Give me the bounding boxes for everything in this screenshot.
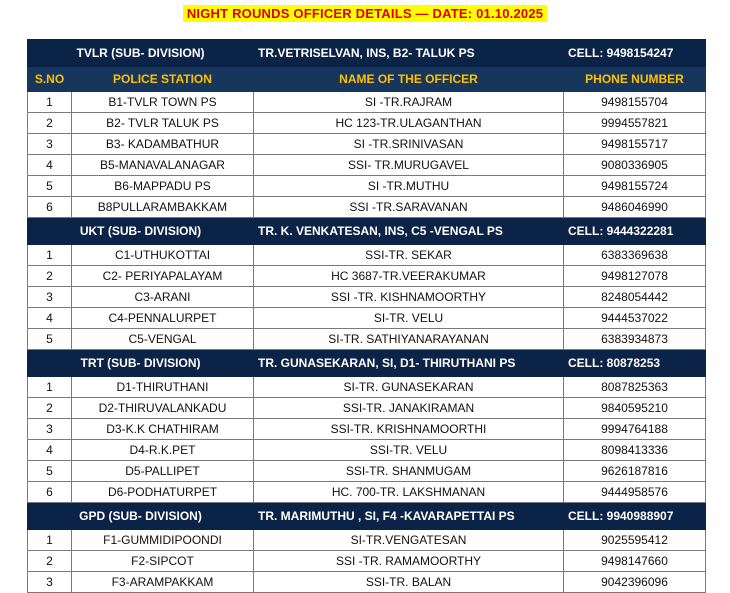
officer-name: SSI -TR. KISHNAMOORTHY bbox=[254, 287, 564, 308]
subdivision-name: GPD (SUB- DIVISION) bbox=[28, 503, 254, 530]
table-row bbox=[28, 572, 706, 593]
police-station: C3-ARANI bbox=[72, 287, 254, 308]
serial-number: 1 bbox=[28, 530, 72, 551]
serial-number: 5 bbox=[28, 329, 72, 350]
page-title: NIGHT ROUNDS OFFICER DETAILS — DATE: 01.10.2025 bbox=[183, 5, 547, 22]
phone-number: 9994557821 bbox=[564, 113, 706, 134]
police-station: F2-SIPCOT bbox=[72, 551, 254, 572]
phone-number: 9626187816 bbox=[564, 461, 706, 482]
officer-name: HC 123-TR.ULAGANTHAN bbox=[254, 113, 564, 134]
table-row bbox=[28, 482, 706, 503]
police-station: C1-UTHUKOTTAI bbox=[72, 245, 254, 266]
police-station: B1-TVLR TOWN PS bbox=[72, 92, 254, 113]
officer-name: SI-TR. SATHIYANARAYANAN bbox=[254, 329, 564, 350]
serial-number: 3 bbox=[28, 287, 72, 308]
serial-number: 2 bbox=[28, 551, 72, 572]
police-station: C4-PENNALURPET bbox=[72, 308, 254, 329]
officer-table bbox=[27, 39, 706, 593]
phone-number: 9994764188 bbox=[564, 419, 706, 440]
serial-number: 6 bbox=[28, 482, 72, 503]
serial-number: 3 bbox=[28, 572, 72, 593]
subdivision-cell: CELL: 9444322281 bbox=[564, 218, 706, 245]
serial-number: 3 bbox=[28, 134, 72, 155]
phone-number: 9498155717 bbox=[564, 134, 706, 155]
subdivision-name: UKT (SUB- DIVISION) bbox=[28, 218, 254, 245]
subdivision-officer: TR. MARIMUTHU , SI, F4 -KAVARAPETTAI PS bbox=[254, 503, 564, 530]
subdivision-name: TVLR (SUB- DIVISION) bbox=[28, 40, 254, 67]
subdivision-header-row bbox=[28, 503, 706, 530]
serial-number: 2 bbox=[28, 398, 72, 419]
table-row bbox=[28, 155, 706, 176]
officer-table-body bbox=[28, 40, 706, 593]
subdivision-officer: TR. GUNASEKARAN, SI, D1- THIRUTHANI PS bbox=[254, 350, 564, 377]
subdivision-cell: CELL: 9498154247 bbox=[564, 40, 706, 67]
table-row bbox=[28, 398, 706, 419]
serial-number: 5 bbox=[28, 461, 72, 482]
table-row bbox=[28, 419, 706, 440]
serial-number: 2 bbox=[28, 113, 72, 134]
phone-number: 9498127078 bbox=[564, 266, 706, 287]
police-station-header: POLICE STATION bbox=[72, 67, 254, 92]
police-station: B6-MAPPADU PS bbox=[72, 176, 254, 197]
police-station: B5-MANAVALANAGAR bbox=[72, 155, 254, 176]
officer-name: SSI-TR. SHANMUGAM bbox=[254, 461, 564, 482]
police-station: D4-R.K.PET bbox=[72, 440, 254, 461]
serial-number: 2 bbox=[28, 266, 72, 287]
table-row bbox=[28, 551, 706, 572]
officer-name: SSI -TR.SARAVANAN bbox=[254, 197, 564, 218]
phone-number: 9486046990 bbox=[564, 197, 706, 218]
phone-number: 9025595412 bbox=[564, 530, 706, 551]
subdivision-officer: TR. K. VENKATESAN, INS, C5 -VENGAL PS bbox=[254, 218, 564, 245]
phone-number: 9498155704 bbox=[564, 92, 706, 113]
table-row bbox=[28, 266, 706, 287]
table-row bbox=[28, 92, 706, 113]
phone-number: 9444537022 bbox=[564, 308, 706, 329]
officer-name: SI-TR.VENGATESAN bbox=[254, 530, 564, 551]
police-station: D6-PODHATURPET bbox=[72, 482, 254, 503]
officer-name: SSI- TR.MURUGAVEL bbox=[254, 155, 564, 176]
title-container bbox=[0, 5, 730, 23]
table-row bbox=[28, 287, 706, 308]
subdivision-name: TRT (SUB- DIVISION) bbox=[28, 350, 254, 377]
police-station: B2- TVLR TALUK PS bbox=[72, 113, 254, 134]
phone-number-header: PHONE NUMBER bbox=[564, 67, 706, 92]
phone-number: 8098413336 bbox=[564, 440, 706, 461]
column-header-row bbox=[28, 67, 706, 92]
table-row bbox=[28, 113, 706, 134]
serial-number: 4 bbox=[28, 440, 72, 461]
officer-name: SSI-TR. SEKAR bbox=[254, 245, 564, 266]
officer-name: SSI -TR. RAMAMOORTHY bbox=[254, 551, 564, 572]
serial-number: 6 bbox=[28, 197, 72, 218]
phone-number: 8087825363 bbox=[564, 377, 706, 398]
subdivision-cell: CELL: 9940988907 bbox=[564, 503, 706, 530]
officer-name: SI -TR.RAJRAM bbox=[254, 92, 564, 113]
officer-name: SSI-TR. BALAN bbox=[254, 572, 564, 593]
phone-number: 6383369638 bbox=[564, 245, 706, 266]
table-row bbox=[28, 245, 706, 266]
subdivision-header-row bbox=[28, 40, 706, 67]
officer-name: SSI-TR. KRISHNAMOORTHI bbox=[254, 419, 564, 440]
serial-number: 5 bbox=[28, 176, 72, 197]
police-station: F1-GUMMIDIPOONDI bbox=[72, 530, 254, 551]
phone-number: 6383934873 bbox=[564, 329, 706, 350]
serial-number: 1 bbox=[28, 377, 72, 398]
table-row bbox=[28, 461, 706, 482]
police-station: D2-THIRUVALANKADU bbox=[72, 398, 254, 419]
officer-name: SI -TR.MUTHU bbox=[254, 176, 564, 197]
subdivision-cell: CELL: 80878253 bbox=[564, 350, 706, 377]
table-row bbox=[28, 530, 706, 551]
phone-number: 9444958576 bbox=[564, 482, 706, 503]
officer-name: SI -TR.SRINIVASAN bbox=[254, 134, 564, 155]
officer-name: HC 3687-TR.VEERAKUMAR bbox=[254, 266, 564, 287]
police-station: D3-K.K CHATHIRAM bbox=[72, 419, 254, 440]
police-station: C2- PERIYAPALAYAM bbox=[72, 266, 254, 287]
officer-name: SI-TR. VELU bbox=[254, 308, 564, 329]
subdivision-header-row bbox=[28, 218, 706, 245]
serial-number: 1 bbox=[28, 92, 72, 113]
table-row bbox=[28, 329, 706, 350]
table-row bbox=[28, 308, 706, 329]
phone-number: 9840595210 bbox=[564, 398, 706, 419]
police-station: D1-THIRUTHANI bbox=[72, 377, 254, 398]
table-row bbox=[28, 197, 706, 218]
officer-name: HC. 700-TR. LAKSHMANAN bbox=[254, 482, 564, 503]
serial-number: 1 bbox=[28, 245, 72, 266]
officer-name: SSI-TR. JANAKIRAMAN bbox=[254, 398, 564, 419]
phone-number: 9498155724 bbox=[564, 176, 706, 197]
serial-number: 3 bbox=[28, 419, 72, 440]
officer-name: SI-TR. GUNASEKARAN bbox=[254, 377, 564, 398]
officer-name-header: NAME OF THE OFFICER bbox=[254, 67, 564, 92]
phone-number: 8248054442 bbox=[564, 287, 706, 308]
phone-number: 9080336905 bbox=[564, 155, 706, 176]
police-station: D5-PALLIPET bbox=[72, 461, 254, 482]
subdivision-header-row bbox=[28, 350, 706, 377]
table-row bbox=[28, 134, 706, 155]
police-station: B8PULLARAMBAKKAM bbox=[72, 197, 254, 218]
sno-header: S.NO bbox=[28, 67, 72, 92]
phone-number: 9042396096 bbox=[564, 572, 706, 593]
table-row bbox=[28, 377, 706, 398]
police-station: F3-ARAMPAKKAM bbox=[72, 572, 254, 593]
police-station: C5-VENGAL bbox=[72, 329, 254, 350]
table-row bbox=[28, 176, 706, 197]
police-station: B3- KADAMBATHUR bbox=[72, 134, 254, 155]
officer-name: SSI-TR. VELU bbox=[254, 440, 564, 461]
table-row bbox=[28, 440, 706, 461]
serial-number: 4 bbox=[28, 155, 72, 176]
phone-number: 9498147660 bbox=[564, 551, 706, 572]
subdivision-officer: TR.VETRISELVAN, INS, B2- TALUK PS bbox=[254, 40, 564, 67]
serial-number: 4 bbox=[28, 308, 72, 329]
